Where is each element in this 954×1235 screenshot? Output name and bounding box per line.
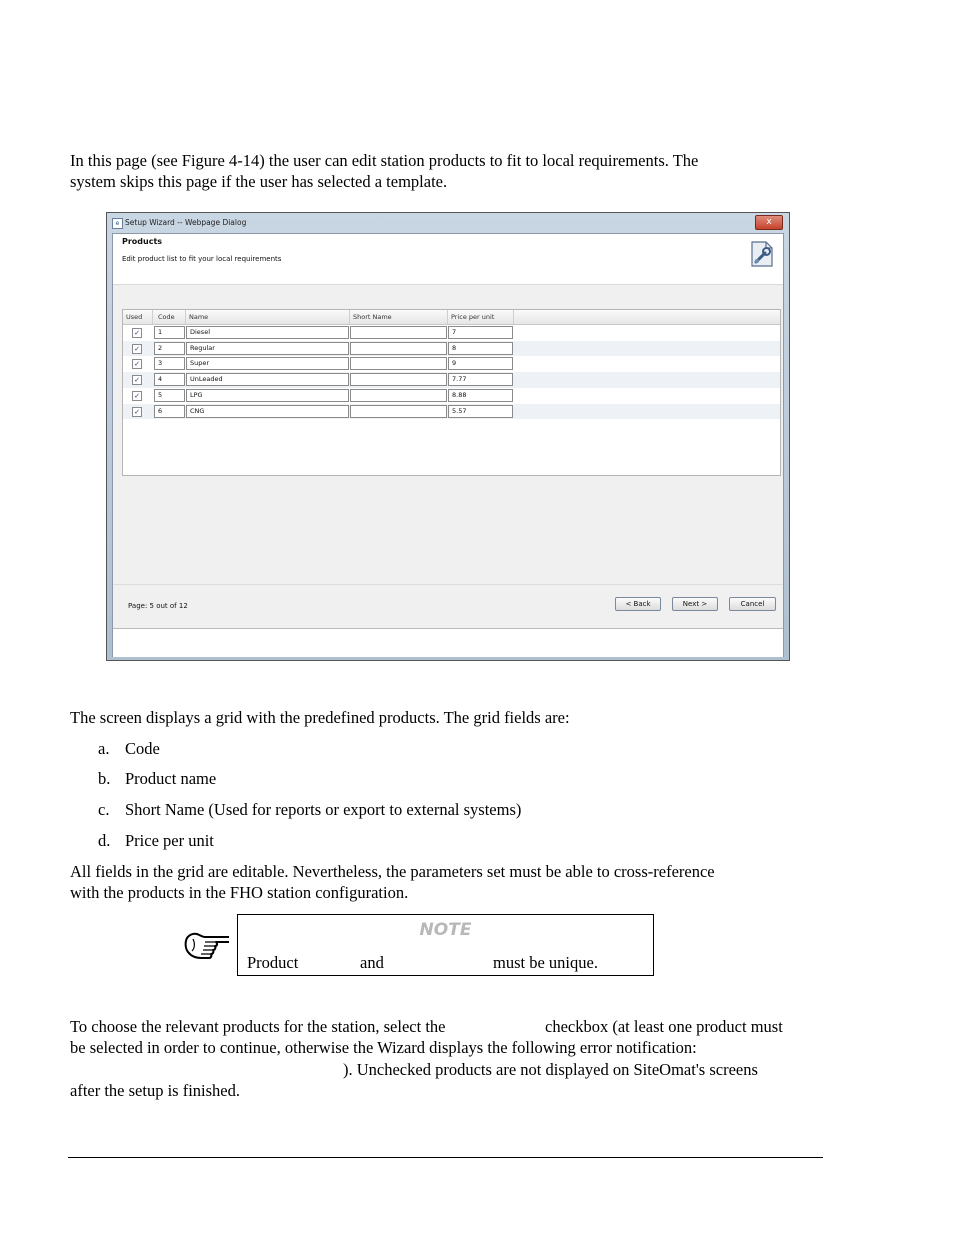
next-button[interactable]: Next >	[672, 597, 718, 611]
short-name-cell[interactable]	[350, 326, 447, 339]
list-marker: d.	[98, 831, 111, 850]
column-header-price-per-unit[interactable]: Price per unit	[451, 313, 495, 321]
table-row	[123, 372, 780, 388]
list-marker: b.	[98, 769, 111, 788]
used-checkbox[interactable]: ✓	[132, 375, 142, 385]
pointing-hand-icon	[183, 927, 231, 961]
dialog-close-button[interactable]: x	[755, 215, 783, 230]
name-cell[interactable]: Diesel	[186, 326, 349, 339]
dialog-header-title: Products	[122, 237, 163, 246]
short-name-cell[interactable]	[350, 357, 447, 370]
intro-paragraph	[70, 150, 830, 192]
code-cell[interactable]: 2	[154, 342, 185, 355]
editable-line-2: with the products in the FHO station configuration.	[70, 883, 409, 902]
price-cell[interactable]: 8	[448, 342, 513, 355]
column-header-used[interactable]: Used	[126, 313, 143, 321]
code-cell[interactable]: 3	[154, 357, 185, 370]
used-checkbox[interactable]: ✓	[132, 344, 142, 354]
choose-line-4: after the setup is finished.	[70, 1081, 240, 1100]
name-cell[interactable]: LPG	[186, 389, 349, 402]
dialog-titlebar	[107, 213, 789, 233]
column-header-code[interactable]: Code	[158, 313, 175, 321]
name-cell[interactable]: Super	[186, 357, 349, 370]
table-row	[123, 356, 780, 372]
note-unique-text: must be unique.	[493, 953, 598, 972]
choose-line-3: ). Unchecked products are not displayed on SiteOmat's screens	[343, 1060, 758, 1079]
list-marker: c.	[98, 800, 110, 819]
grid-intro: The screen displays a grid with the predefined products. The grid fields are:	[70, 708, 570, 727]
price-cell[interactable]: 8.88	[448, 389, 513, 402]
products-grid	[122, 309, 781, 476]
name-cell[interactable]: Regular	[186, 342, 349, 355]
dialog-window-title: Setup Wizard -- Webpage Dialog	[125, 218, 247, 227]
list-text: Price per unit	[125, 831, 214, 850]
dialog-body	[112, 233, 784, 657]
choose-line-1b: checkbox (at least one product must	[545, 1017, 783, 1036]
code-cell[interactable]: 6	[154, 405, 185, 418]
price-cell[interactable]: 5.57	[448, 405, 513, 418]
column-header-name[interactable]: Name	[189, 313, 209, 321]
list-marker: a.	[98, 739, 110, 758]
intro-line-1: In this page (see Figure 4-14) the user can edit station products to fit to local requirements. The	[70, 151, 699, 170]
dialog-footer	[113, 584, 783, 629]
editable-paragraph	[70, 861, 830, 903]
footer-divider	[68, 1157, 823, 1158]
short-name-cell[interactable]	[350, 373, 447, 386]
price-cell[interactable]: 7.77	[448, 373, 513, 386]
short-name-cell[interactable]	[350, 342, 447, 355]
name-cell[interactable]: UnLeaded	[186, 373, 349, 386]
wrench-settings-icon	[749, 240, 775, 268]
table-row	[123, 325, 780, 341]
note-box	[237, 914, 654, 976]
intro-line-2: system skips this page if the user has selected a template.	[70, 172, 448, 191]
back-button[interactable]: < Back	[615, 597, 661, 611]
dialog-header	[113, 234, 783, 285]
used-checkbox[interactable]: ✓	[132, 359, 142, 369]
page-indicator: Page: 5 out of 12	[128, 602, 188, 610]
code-cell[interactable]: 4	[154, 373, 185, 386]
note-word-and: and	[360, 953, 384, 972]
list-text: Code	[125, 739, 160, 758]
dialog-header-subtitle: Edit product list to fit your local requirements	[122, 255, 282, 263]
column-header-short-name[interactable]: Short Name	[353, 313, 392, 321]
used-checkbox[interactable]: ✓	[132, 407, 142, 417]
cancel-button[interactable]: Cancel	[729, 597, 776, 611]
choose-line-2: be selected in order to continue, otherwise the Wizard displays the following error notification:	[70, 1038, 697, 1057]
list-text: Short Name (Used for reports or export to external systems)	[125, 800, 522, 819]
table-row	[123, 404, 780, 420]
note-word-product: Product	[247, 953, 299, 972]
grid-header-row	[123, 310, 780, 325]
used-checkbox[interactable]: ✓	[132, 328, 142, 338]
code-cell[interactable]: 1	[154, 326, 185, 339]
list-text: Product name	[125, 769, 217, 788]
table-row	[123, 341, 780, 357]
dialog-status-area	[113, 628, 783, 657]
used-checkbox[interactable]: ✓	[132, 391, 142, 401]
price-cell[interactable]: 7	[448, 326, 513, 339]
price-cell[interactable]: 9	[448, 357, 513, 370]
name-cell[interactable]: CNG	[186, 405, 349, 418]
short-name-cell[interactable]	[350, 389, 447, 402]
table-row	[123, 388, 780, 404]
code-cell[interactable]: 5	[154, 389, 185, 402]
choose-line-1a: To choose the relevant products for the station, select the	[70, 1017, 446, 1036]
setup-wizard-dialog-figure	[106, 212, 790, 661]
short-name-cell[interactable]	[350, 405, 447, 418]
ie-page-icon: e	[112, 218, 123, 229]
editable-line-1: All fields in the grid are editable. Nevertheless, the parameters set must be able to cross-reference	[70, 862, 715, 881]
note-title: NOTE	[419, 920, 472, 940]
